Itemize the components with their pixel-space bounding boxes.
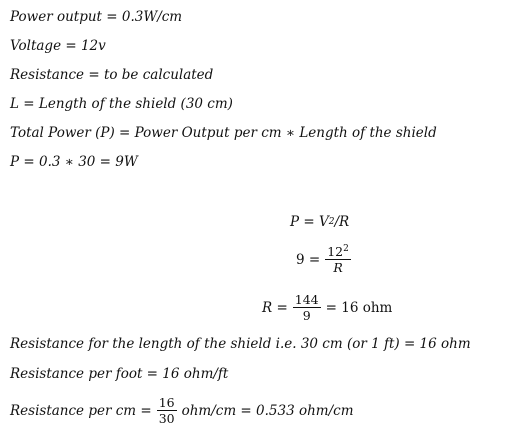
power-equation-rhs: /R: [334, 214, 350, 230]
per-cm-lhs: Resistance per cm =: [10, 402, 152, 419]
power-equation-lhs: P = V: [290, 214, 329, 230]
nine-equation-numerator: [325, 244, 351, 260]
r-equation-denominator: 9: [302, 308, 311, 323]
length-line: L = Length of the shield (30 cm): [10, 96, 233, 112]
nine-equation-lhs: 9 =: [296, 251, 321, 268]
nine-equation-denominator: R: [333, 260, 343, 275]
nine-equation-fraction: [325, 244, 351, 275]
per-cm-rhs: ohm/cm = 0.533 ohm/cm: [181, 402, 354, 419]
resistance-line: Resistance = to be calculated: [10, 67, 214, 83]
r-equation: [262, 292, 392, 323]
total-power-line: Total Power (P) = Power Output per cm ∗ Length of the shield: [10, 125, 437, 141]
resistance-per-cm-equation: [10, 395, 354, 426]
power-output-line: Power output = 0.3W/cm: [10, 9, 183, 25]
r-equation-rhs: = 16 ohm: [325, 299, 393, 316]
per-cm-denominator: 30: [158, 411, 175, 426]
r-equation-numerator: 144: [294, 292, 319, 307]
power-equation: P = V 2 /R: [290, 214, 350, 230]
r-equation-lhs: R =: [262, 299, 288, 316]
nine-equation: [296, 244, 351, 275]
nine-equation-numerator-base: 12: [327, 244, 344, 259]
nine-equation-numerator-exponent: 2: [343, 243, 349, 254]
shield-resistance-line: Resistance for the length of the shield i.e. 30 cm (or 1 ft) = 16 ohm: [10, 336, 471, 352]
r-equation-fraction: [293, 292, 321, 323]
p-calculation-line: P = 0.3 ∗ 30 = 9W: [10, 154, 138, 170]
per-cm-fraction: [157, 395, 177, 426]
per-cm-numerator: 16: [158, 395, 175, 410]
resistance-per-foot-line: Resistance per foot = 16 ohm/ft: [10, 366, 229, 382]
voltage-line: Voltage = 12v: [10, 38, 106, 54]
